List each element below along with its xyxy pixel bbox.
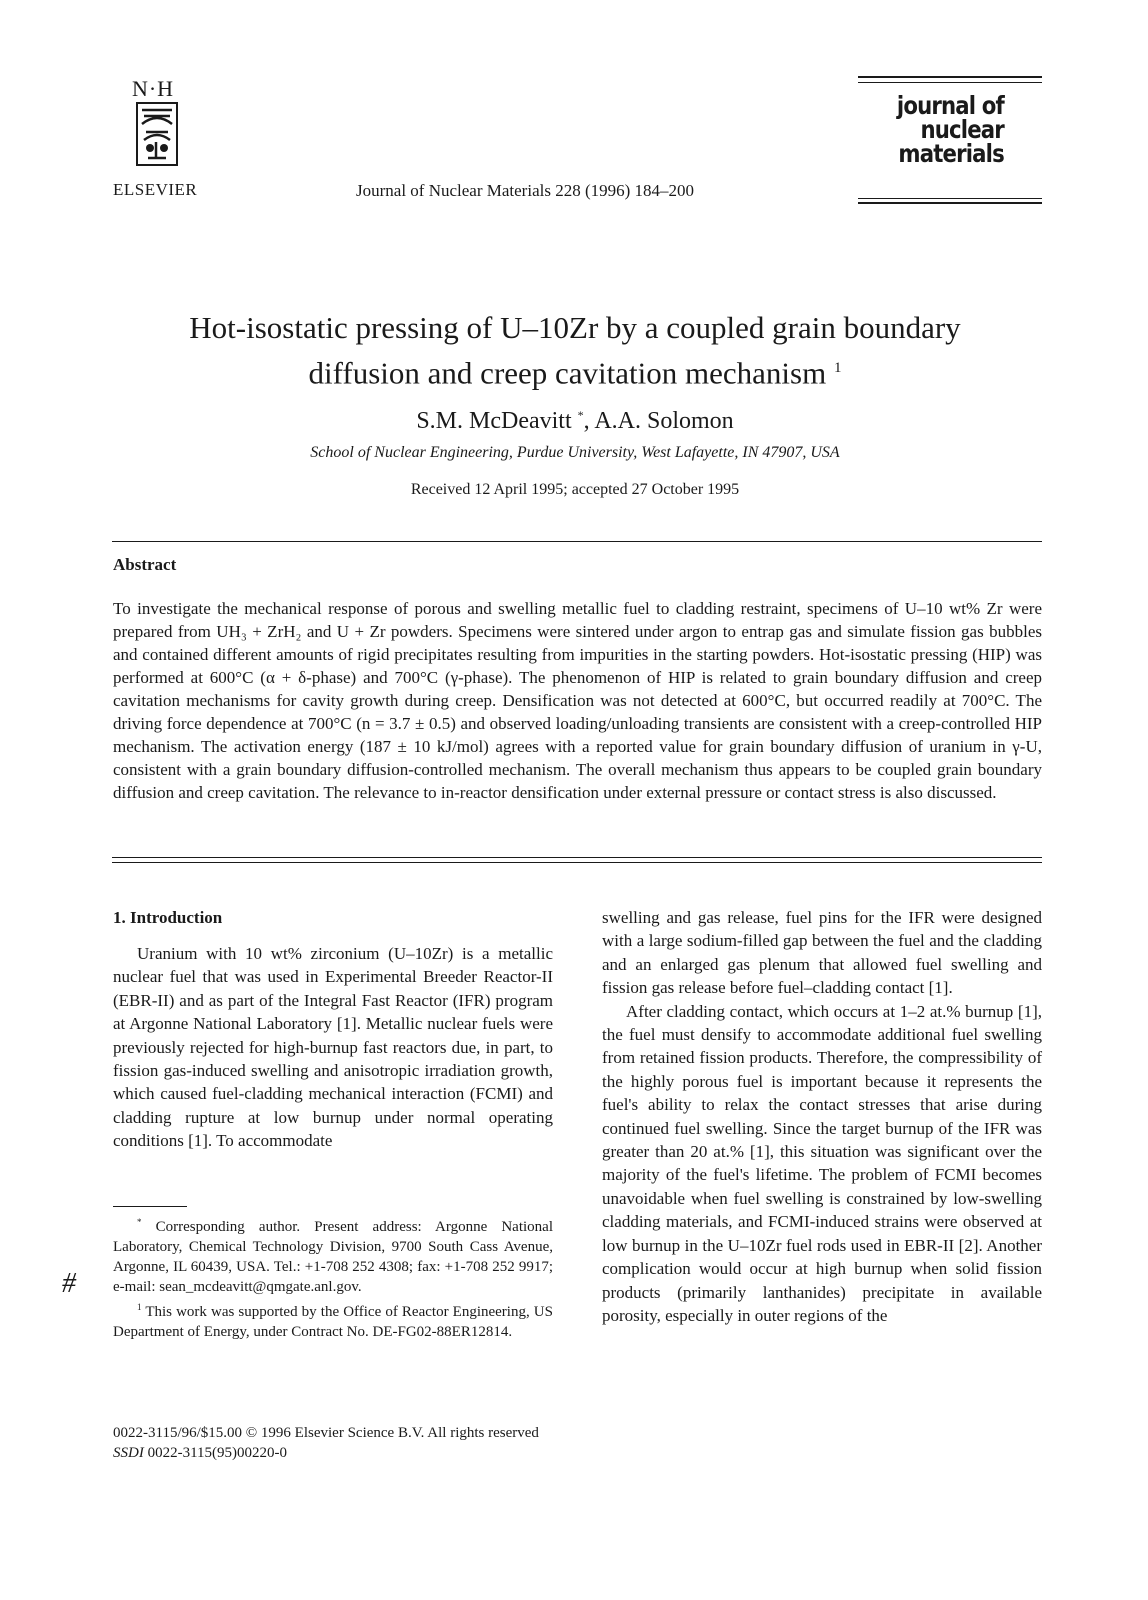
ssdi-value: 0022-3115(95)00220-0 [143,1445,288,1461]
elsevier-tree-icon [136,102,178,166]
affiliation: School of Nuclear Engineering, Purdue University, West Lafayette, IN 47907, USA [310,444,840,461]
author-name: S.M. McDeavitt [416,408,572,434]
ssdi-label: SSDI [113,1445,144,1461]
article-title [80,308,1070,393]
column-left [113,942,553,1153]
copyright-line: 0022-3115/96/$15.00 © 1996 Elsevier Science B.V. All rights reserved [113,1425,539,1441]
corresponding-author-mark: * [577,408,584,422]
footnote-rule [113,1206,187,1207]
author-name: , A.A. Solomon [583,408,734,434]
title-line: Hot-isostatic pressing of U–10Zr by a coupled grain boundary [189,310,961,345]
paragraph: After cladding contact, which occurs at 1–2 at.% burnup [1], the fuel must densify to accommodate additional fuel swelling from retained fission products. Therefore, the compressibility of the highly porous fuel is important because it represents the fuel's ability to relax the contact stresses that arise during continued fuel swelling. Since the target burnup of the IFR was greater than 20 at.% [1], this situation was significant over the majority of the fuel's lifetime. The problem of FCMI becomes unavoidable when fuel swelling is constrained by low-swelling cladding materials, and FCMI-induced strains were observed at low burnup in the U–10Zr fuel rods used in EBR-II [2]. Another complication would occur at high burnup when solid fission products (primarily lanthanides) precipitate in available porosity, especially in outer regions of the [602,1001,1042,1325]
abstract-text: To investigate the mechanical response of porous and swelling metallic fuel to cladding restraint, specimens of U–10 wt% Zr were prepared from UH₃ + ZrH₂ and U + Zr powders. Specimens were sintered under argon to entrap gas and simulate fission gas bubbles and contained different amounts of rigid precipitates resulting from impurities in the starting powders. Hot-isostatic pressing (HIP) was performed at 600°C (α + δ-phase) and 700°C (γ-phase). The phenomenon of HIP is related to grain boundary diffusion and creep cavitation mechanisms for cavity growth during creep. Densification was not detected at 600°C, but occurred readily at 700°C. The driving force dependence at 700°C (n = 3.7 ± 0.5) and observed loading/unloading transients are consistent with a creep-controlled HIP mechanism. The activation energy (187 ± 10 kJ/mol) agrees with a reported value for grain boundary diffusion of uranium in γ-U, consistent with a grain boundary diffusion-controlled mechanism. The overall mechanism thus appears to be coupled grain boundary diffusion and creep cavitation. The relevance to in-reactor densification under external pressure or contact stress is also discussed. [113,599,1042,802]
title-footnote-mark: 1 [833,360,842,376]
copyright-block [113,1423,539,1463]
journal-logo [858,76,1042,208]
column-right [602,906,1042,1327]
footnote-mark: * [137,1217,142,1227]
divider [112,862,1042,863]
paragraph: Uranium with 10 wt% zirconium (U–10Zr) is a metallic nuclear fuel that was used in Experimental Breeder Reactor-II (EBR-II) and as part of the Integral Fast Reactor (IFR) program at Argonne National Laboratory [1]. Metallic nuclear fuels were previously rejected for high-burnup fast reactors due, in part, to fission gas-induced swelling and anisotropic irradiation growth, which caused fuel-cladding mechanical interaction (FCMI) and cladding rupture at low burnup under normal operating conditions [1]. To accommodate [113,944,553,1151]
footnote-mark: 1 [137,1302,142,1312]
section-heading: 1. Introduction [113,908,223,927]
publisher-logo [112,78,212,171]
journal-logo-line: materials [898,139,1004,168]
divider [112,541,1042,542]
publisher-mark: N·H [131,76,175,101]
paragraph: swelling and gas release, fuel pins for the IFR were designed with a large sodium-filled gap between the fuel and the cladding and an enlarged gas plenum that allowed fuel swelling and fission gas release before fuel–cladding contact [1]. [602,908,1042,998]
abstract-heading: Abstract [113,555,177,574]
footnote-text: This work was supported by the Office of Reactor Engineering, US Department of Energy, under Contract No. DE-FG02-88ER12814. [113,1304,553,1340]
received-dates: Received 12 April 1995; accepted 27 October 1995 [410,481,740,498]
publisher-name: ELSEVIER [113,180,198,199]
handwritten-margin-mark: # [62,1268,76,1299]
journal-reference: Journal of Nuclear Materials 228 (1996) 184–200 [356,181,695,200]
title-line: diffusion and creep cavitation mechanism [308,355,827,391]
footnote-text: Corresponding author. Present address: Argonne National Laboratory, Chemical Technology Division, 9700 South Cass Avenue, Argonne, IL 60439, USA. Tel.: +1-708 252 4308; fax: +1-708 252 9917; e-mail: sean_mcdeavitt@qmgate.anl.gov. [113,1219,553,1295]
journal-logo-line: journal of [897,91,1004,120]
journal-logo-line: nuclear [920,115,1004,144]
author-list [80,408,1070,435]
divider [112,857,1042,858]
footnotes [113,1212,553,1342]
